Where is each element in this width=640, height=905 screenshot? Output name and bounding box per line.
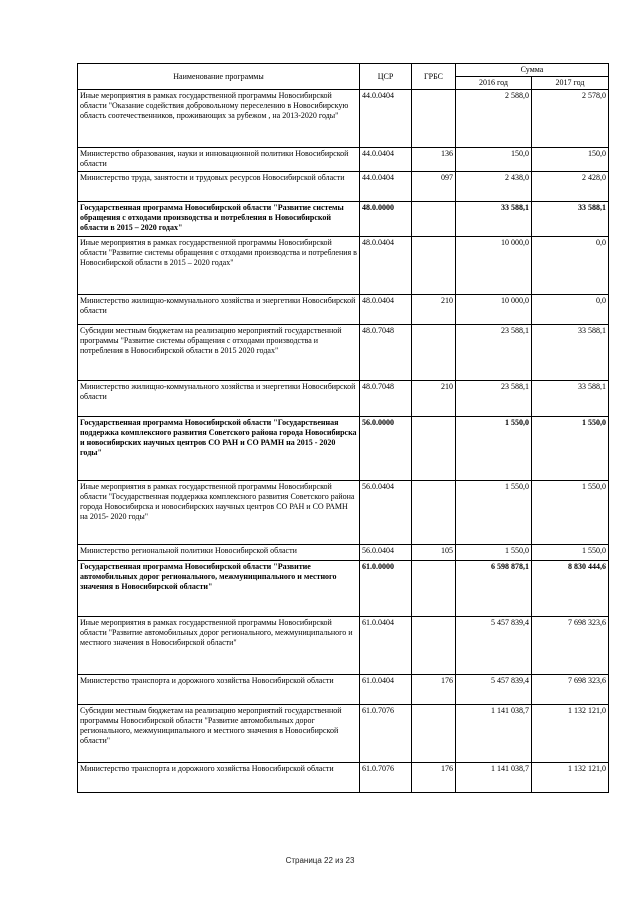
cell-sum-2016: 23 588,1 bbox=[456, 325, 532, 381]
cell-csr: 61.0.7076 bbox=[360, 705, 412, 763]
cell-sum-2017: 0,0 bbox=[532, 237, 609, 295]
cell-program-name: Государственная программа Новосибирской области "Государственная поддержка комплексного развития Советского района города Новосибирска и новосибирских научных центров СО РАН и СО РАМН на 2015 - 2020 годы" bbox=[78, 417, 360, 481]
cell-program-name: Министерство труда, занятости и трудовых ресурсов Новосибирской области bbox=[78, 172, 360, 202]
cell-csr: 44.0.0404 bbox=[360, 172, 412, 202]
table-body bbox=[78, 90, 609, 793]
cell-csr: 48.0.0404 bbox=[360, 237, 412, 295]
table-row bbox=[78, 481, 609, 545]
cell-sum-2017: 150,0 bbox=[532, 148, 609, 172]
header-name: Наименование программы bbox=[78, 64, 360, 90]
header-year-2017: 2017 год bbox=[532, 77, 609, 90]
cell-sum-2016: 1 141 038,7 bbox=[456, 763, 532, 793]
cell-csr: 44.0.0404 bbox=[360, 148, 412, 172]
table-row bbox=[78, 381, 609, 417]
table-row bbox=[78, 617, 609, 675]
cell-sum-2016: 1 550,0 bbox=[456, 417, 532, 481]
table-row bbox=[78, 237, 609, 295]
cell-sum-2016: 1 141 038,7 bbox=[456, 705, 532, 763]
header-grbs: ГРБС bbox=[412, 64, 456, 90]
cell-program-name: Министерство региональной политики Новосибирской области bbox=[78, 545, 360, 561]
cell-program-name: Государственная программа Новосибирской области "Развитие автомобильных дорог регионального, межмуниципального и местного значения в Новосибирской области" bbox=[78, 561, 360, 617]
cell-program-name: Субсидии местным бюджетам на реализацию мероприятий государственной программы "Развитие системы обращения с отходами производства и потребления в Новосибирской области в 2015 2020 годах" bbox=[78, 325, 360, 381]
cell-sum-2017: 33 588,1 bbox=[532, 381, 609, 417]
cell-sum-2017: 1 132 121,0 bbox=[532, 763, 609, 793]
cell-program-name: Иные мероприятия в рамках государственной программы Новосибирской области "Оказание содействия добровольному переселению в Новосибирскую область соотечественников, проживающих за рубежом , на 2013-2020 годы" bbox=[78, 90, 360, 148]
cell-grbs: 176 bbox=[412, 763, 456, 793]
cell-sum-2016: 2 588,0 bbox=[456, 90, 532, 148]
cell-sum-2016: 10 000,0 bbox=[456, 237, 532, 295]
table-row bbox=[78, 675, 609, 705]
cell-sum-2017: 8 830 444,6 bbox=[532, 561, 609, 617]
table-row bbox=[78, 763, 609, 793]
cell-grbs bbox=[412, 202, 456, 237]
table-row bbox=[78, 202, 609, 237]
cell-sum-2017: 1 550,0 bbox=[532, 481, 609, 545]
cell-sum-2017: 2 428,0 bbox=[532, 172, 609, 202]
cell-csr: 48.0.0000 bbox=[360, 202, 412, 237]
cell-grbs: 105 bbox=[412, 545, 456, 561]
cell-csr: 56.0.0404 bbox=[360, 481, 412, 545]
cell-program-name: Субсидии местным бюджетам на реализацию мероприятий государственной программы Новосибирской области "Развитие автомобильных дорог регионального, межмуниципального и местного значения в Новосибирской области" bbox=[78, 705, 360, 763]
cell-grbs: 176 bbox=[412, 675, 456, 705]
cell-sum-2017: 0,0 bbox=[532, 295, 609, 325]
cell-program-name: Министерство транспорта и дорожного хозяйства Новосибирской области bbox=[78, 675, 360, 705]
header-csr: ЦСР bbox=[360, 64, 412, 90]
table-row bbox=[78, 561, 609, 617]
table-header bbox=[78, 64, 609, 90]
cell-program-name: Министерство жилищно-коммунального хозяйства и энергетики Новосибирской области bbox=[78, 381, 360, 417]
cell-grbs bbox=[412, 90, 456, 148]
cell-grbs bbox=[412, 417, 456, 481]
table-row bbox=[78, 295, 609, 325]
cell-program-name: Иные мероприятия в рамках государственной программы Новосибирской области "Развитие системы обращения с отходами производства и потребления в Новосибирской области в 2015 – 2020 годах" bbox=[78, 237, 360, 295]
cell-program-name: Министерство жилищно-коммунального хозяйства и энергетики Новосибирской области bbox=[78, 295, 360, 325]
page-number: Страница 22 из 23 bbox=[285, 856, 355, 865]
table-row bbox=[78, 417, 609, 481]
table-row bbox=[78, 148, 609, 172]
table-row bbox=[78, 545, 609, 561]
cell-sum-2017: 1 132 121,0 bbox=[532, 705, 609, 763]
cell-csr: 56.0.0000 bbox=[360, 417, 412, 481]
cell-csr: 61.0.0000 bbox=[360, 561, 412, 617]
cell-grbs bbox=[412, 237, 456, 295]
budget-table bbox=[77, 63, 609, 793]
cell-sum-2016: 23 588,1 bbox=[456, 381, 532, 417]
header-sum: Сумма bbox=[456, 64, 609, 77]
cell-sum-2016: 6 598 878,1 bbox=[456, 561, 532, 617]
cell-sum-2017: 2 578,0 bbox=[532, 90, 609, 148]
cell-csr: 61.0.0404 bbox=[360, 675, 412, 705]
cell-csr: 48.0.0404 bbox=[360, 295, 412, 325]
cell-grbs bbox=[412, 325, 456, 381]
cell-sum-2016: 5 457 839,4 bbox=[456, 617, 532, 675]
cell-program-name: Государственная программа Новосибирской области "Развитие системы обращения с отходами производства и потребления в Новосибирской области в 2015 – 2020 годах" bbox=[78, 202, 360, 237]
table-row bbox=[78, 325, 609, 381]
table-row bbox=[78, 90, 609, 148]
cell-sum-2016: 2 438,0 bbox=[456, 172, 532, 202]
cell-sum-2017: 33 588,1 bbox=[532, 202, 609, 237]
cell-program-name: Иные мероприятия в рамках государственной программы Новосибирской области "Развитие автомобильных дорог регионального, межмуниципального и местного значения в Новосибирской области" bbox=[78, 617, 360, 675]
cell-sum-2017: 1 550,0 bbox=[532, 417, 609, 481]
cell-grbs bbox=[412, 705, 456, 763]
cell-sum-2016: 10 000,0 bbox=[456, 295, 532, 325]
table-row bbox=[78, 705, 609, 763]
cell-sum-2017: 33 588,1 bbox=[532, 325, 609, 381]
cell-sum-2016: 1 550,0 bbox=[456, 481, 532, 545]
cell-csr: 44.0.0404 bbox=[360, 90, 412, 148]
header-year-2016: 2016 год bbox=[456, 77, 532, 90]
cell-grbs: 210 bbox=[412, 381, 456, 417]
cell-grbs bbox=[412, 561, 456, 617]
cell-sum-2017: 7 698 323,6 bbox=[532, 675, 609, 705]
cell-csr: 56.0.0404 bbox=[360, 545, 412, 561]
cell-csr: 48.0.7048 bbox=[360, 325, 412, 381]
cell-grbs: 097 bbox=[412, 172, 456, 202]
cell-sum-2016: 33 588,1 bbox=[456, 202, 532, 237]
cell-grbs: 136 bbox=[412, 148, 456, 172]
cell-program-name: Министерство транспорта и дорожного хозяйства Новосибирской области bbox=[78, 763, 360, 793]
cell-grbs bbox=[412, 481, 456, 545]
cell-csr: 61.0.0404 bbox=[360, 617, 412, 675]
cell-program-name: Иные мероприятия в рамках государственной программы Новосибирской области "Государственная поддержка комплексного развития Советского района города Новосибирска и новосибирских научных центров СО РАН и СО РАМН на 2015- 2020 годы" bbox=[78, 481, 360, 545]
cell-program-name: Министерство образования, науки и инновационной политики Новосибирской области bbox=[78, 148, 360, 172]
cell-sum-2016: 1 550,0 bbox=[456, 545, 532, 561]
cell-sum-2016: 150,0 bbox=[456, 148, 532, 172]
cell-sum-2017: 1 550,0 bbox=[532, 545, 609, 561]
cell-csr: 48.0.7048 bbox=[360, 381, 412, 417]
cell-grbs: 210 bbox=[412, 295, 456, 325]
cell-csr: 61.0.7076 bbox=[360, 763, 412, 793]
cell-sum-2016: 5 457 839,4 bbox=[456, 675, 532, 705]
table-row bbox=[78, 172, 609, 202]
cell-grbs bbox=[412, 617, 456, 675]
cell-sum-2017: 7 698 323,6 bbox=[532, 617, 609, 675]
